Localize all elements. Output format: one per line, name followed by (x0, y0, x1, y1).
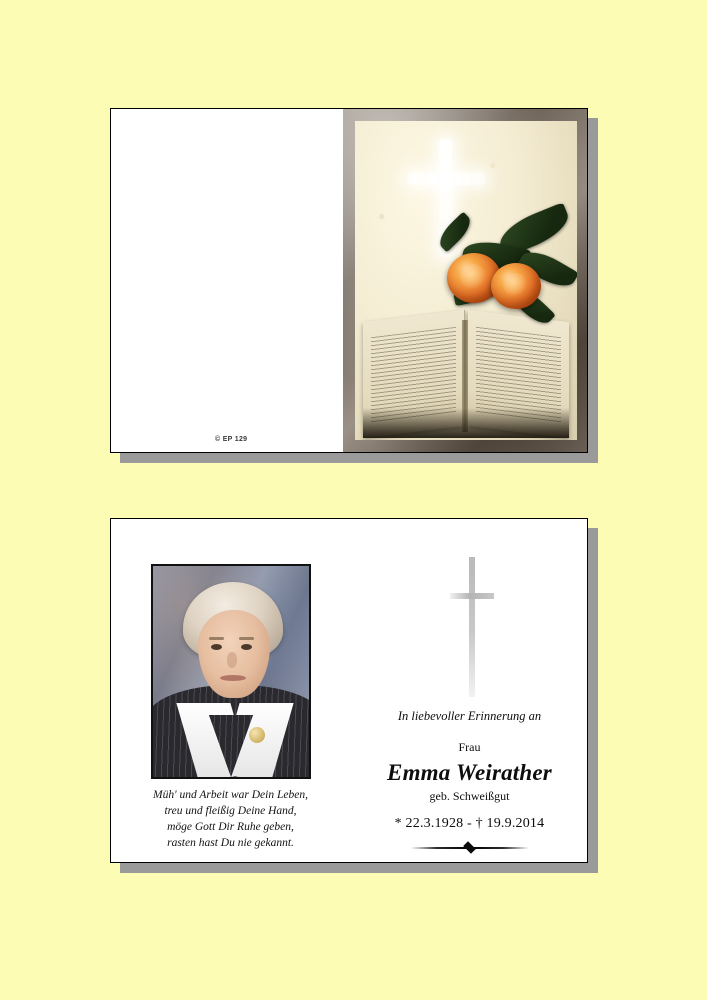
copyright-label: © EP 129 (215, 436, 248, 443)
portrait-photo (151, 564, 311, 779)
cover-image (355, 121, 577, 440)
cover-image-panel (343, 109, 588, 452)
inner-card (110, 518, 588, 863)
verse-line: Müh' und Arbeit war Dein Leben, (153, 789, 308, 801)
memorial-intro: In liebevoller Erinnerung an (397, 709, 542, 723)
cross-icon (450, 557, 494, 697)
outer-card-sheet (110, 108, 588, 453)
rose-icon (491, 263, 541, 309)
inner-card-left-panel (111, 519, 350, 862)
inner-card-right-panel (350, 519, 588, 862)
memorial-name: Emma Weirather (387, 760, 552, 785)
outer-card (110, 108, 588, 453)
memorial-salutation: Frau (458, 740, 481, 754)
ornament-divider (411, 842, 529, 854)
inner-card-sheet (110, 518, 588, 863)
verse-line: möge Gott Dir Ruhe geben, (167, 821, 294, 833)
rose-bouquet-illustration (407, 205, 577, 355)
verse-line: treu und fleißig Deine Hand, (164, 805, 297, 817)
necklace-pendant (249, 727, 265, 743)
memorial-maiden-name: geb. Schweißgut (429, 789, 510, 803)
memorial-inscription (350, 709, 588, 854)
memorial-dates: * 22.3.1928 - † 19.9.2014 (394, 816, 545, 831)
outer-card-back-panel (111, 109, 343, 452)
memorial-verse (111, 787, 350, 851)
verse-line: rasten hast Du nie gekannt. (167, 837, 294, 849)
